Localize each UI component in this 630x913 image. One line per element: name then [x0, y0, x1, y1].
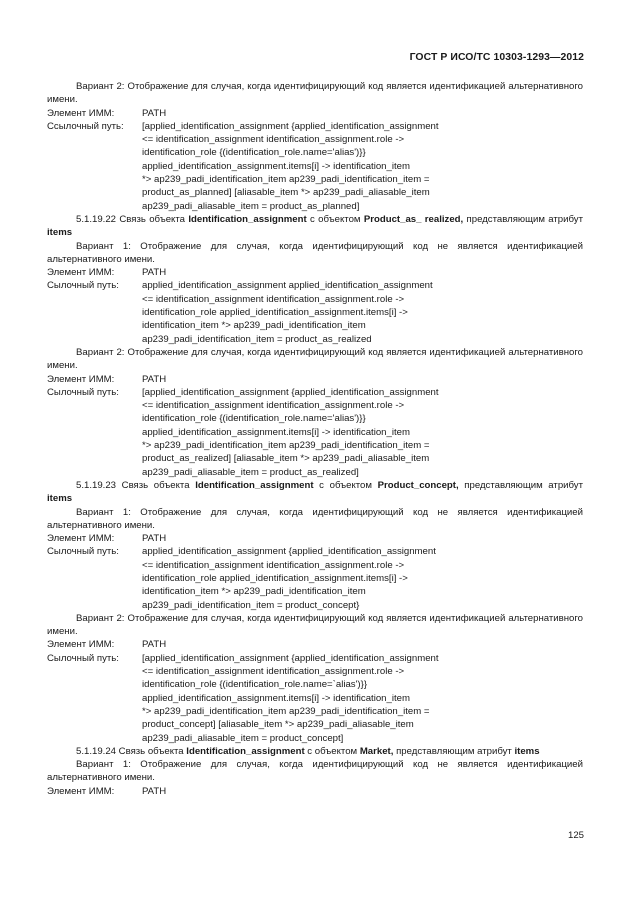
clause-number-text: 5.1.19.22 Связь объекта: [76, 213, 189, 225]
reference-path-value: [142, 279, 583, 345]
reference-path-label: Ссылочный путь:: [47, 120, 124, 132]
mim-element-value: PATH: [142, 533, 167, 545]
document-body: [47, 80, 583, 798]
mim-element-label: Элемент ИММ:: [47, 107, 115, 119]
reference-path-label: Сылочный путь:: [47, 386, 119, 398]
entity-name: Identification_assignment: [188, 213, 307, 225]
code-line: identification_role {(identification_role.name=`alias')}}: [142, 679, 368, 691]
code-line: ap239_padi_identification_item = product_as_realized: [142, 333, 372, 345]
code-line: identification_role {(identification_role.name='alias')}}: [142, 413, 366, 425]
code-line: [applied_identification_assignment {applied_identification_assignment: [142, 652, 439, 664]
mim-element-label: Элемент ИММ:: [47, 267, 115, 279]
mim-element-value: PATH: [142, 373, 167, 385]
variant-paragraph: Вариант 2: Отображение для случая, когда идентифицирующий код является идентификацией альтернативного имени.: [47, 612, 583, 638]
mim-element-row: [47, 532, 583, 545]
reference-path-row: [47, 652, 583, 745]
code-line: ap239_padi_identification_item = product_concept}: [142, 599, 360, 611]
code-line: ap239_padi_aliasable_item = product_concept]: [142, 732, 344, 744]
mim-element-row: [47, 638, 583, 651]
mim-element-value: PATH: [142, 639, 167, 651]
reference-path-value: [142, 386, 583, 479]
clause-heading: [47, 479, 583, 506]
code-line: identification_item *> ap239_padi_identification_item: [142, 586, 366, 598]
attribute-text: представляющим атрибут: [458, 479, 583, 491]
mim-element-row: [47, 266, 583, 279]
clause-number-text: 5.1.19.24 Связь объекта: [76, 745, 187, 757]
reference-path-value: [142, 652, 583, 745]
mim-element-label: Элемент ИММ:: [47, 373, 115, 385]
code-line: <= identification_assignment identification_assignment.role ->: [142, 293, 405, 305]
document-code: ГОСТ Р ИСО/ТС 10303-1293—2012: [409, 52, 584, 63]
target-entity-name: Product_concept,: [377, 479, 459, 491]
code-line: [applied_identification_assignment {applied_identification_assignment: [142, 386, 439, 398]
entity-name: Identification_assignment: [186, 745, 305, 757]
code-line: <= identification_assignment identification_assignment.role ->: [142, 666, 405, 678]
attribute-name: items: [47, 227, 73, 239]
target-entity-name: Product_as_ realized,: [363, 213, 464, 225]
attribute-text: представляющим атрибут: [463, 213, 583, 225]
mim-element-label: Элемент ИММ:: [47, 639, 115, 651]
mim-element-value: PATH: [142, 785, 167, 797]
connector-text: с объектом: [304, 745, 360, 757]
clause-heading: [47, 213, 583, 240]
mim-element-label: Элемент ИММ:: [47, 533, 115, 545]
code-line: applied_identification_assignment {applied_identification_assignment: [142, 546, 436, 558]
variant-paragraph: Вариант 1: Отображение для случая, когда идентифицирующий код не является идентификацией альтернативного имени.: [47, 759, 583, 784]
mim-element-label: Элемент ИММ:: [47, 785, 115, 797]
clause-heading: [47, 745, 583, 758]
variant-paragraph: Вариант 2: Отображение для случая, когда идентифицирующий код является идентификацией альтернативного имени.: [47, 81, 583, 106]
reference-path-value: [142, 545, 583, 611]
code-line: product_as_realized] [aliasable_item *> ap239_padi_aliasable_item: [142, 453, 430, 465]
page-number: 125: [567, 830, 584, 841]
code-line: applied_identification_assignment.items[i] -> identification_item: [142, 426, 410, 438]
code-line: product_as_planned] [aliasable_item *> ap239_padi_aliasable_item: [142, 187, 430, 199]
connector-text: с объектом: [313, 479, 378, 491]
code-line: applied_identification_assignment.items[i] -> identification_item: [142, 692, 410, 704]
code-line: *> ap239_padi_identification_item ap239_padi_identification_item =: [142, 705, 430, 717]
code-line: identification_role applied_identification_assignment.items[i] ->: [142, 572, 408, 584]
reference-path-label: Сылочный путь:: [47, 652, 119, 664]
reference-path-row: [47, 545, 583, 611]
code-line: identification_role {(identification_role.name='alias')}}: [142, 147, 366, 159]
variant-paragraph: Вариант 1: Отображение для случая, когда идентифицирующий код не является идентификацией альтернативного имени.: [47, 240, 583, 265]
entity-name: Identification_assignment: [195, 479, 314, 491]
code-line: <= identification_assignment identification_assignment.role ->: [142, 400, 405, 412]
mim-element-value: PATH: [142, 267, 167, 279]
variant-paragraph: Вариант 1: Отображение для случая, когда идентифицирующий код не является идентификацией альтернативного имени.: [47, 506, 583, 531]
mim-element-row: [47, 373, 583, 386]
code-line: <= identification_assignment identification_assignment.role ->: [142, 559, 405, 571]
code-line: ap239_padi_aliasable_item = product_as_planned]: [142, 200, 360, 212]
reference-path-label: Сылочный путь:: [47, 546, 119, 558]
attribute-text: представляющим атрибут: [393, 745, 515, 757]
code-line: ap239_padi_aliasable_item = product_as_realized]: [142, 466, 359, 478]
code-line: *> ap239_padi_identification_item ap239_padi_identification_item =: [142, 440, 430, 452]
variant-paragraph: Вариант 2: Отображение для случая, когда идентифицирующий код является идентификацией альтернативного имени.: [47, 346, 583, 372]
reference-path-row: [47, 279, 583, 345]
reference-path-row: [47, 120, 583, 213]
clause-number-text: 5.1.19.23 Связь объекта: [76, 479, 196, 491]
code-line: product_concept] [aliasable_item *> ap239_padi_aliasable_item: [142, 719, 414, 731]
reference-path-row: [47, 386, 583, 479]
code-line: <= identification_assignment identification_assignment.role ->: [142, 134, 405, 146]
code-line: applied_identification_assignment.items[i] -> identification_item: [142, 160, 410, 172]
attribute-name: items: [47, 493, 73, 505]
code-line: identification_role applied_identification_assignment.items[i] ->: [142, 307, 408, 319]
mim-element-row: [47, 785, 583, 798]
attribute-name: items: [514, 745, 540, 757]
code-line: [applied_identification_assignment {applied_identification_assignment: [142, 120, 439, 132]
code-line: applied_identification_assignment applied_identification_assignment: [142, 280, 433, 292]
connector-text: с объектом: [306, 213, 364, 225]
code-line: *> ap239_padi_identification_item ap239_padi_identification_item =: [142, 174, 430, 186]
mim-element-row: [47, 107, 583, 120]
target-entity-name: Market,: [359, 745, 394, 757]
mim-element-value: PATH: [142, 107, 167, 119]
reference-path-value: [142, 120, 583, 213]
code-line: identification_item *> ap239_padi_identification_item: [142, 320, 366, 332]
reference-path-label: Сылочный путь:: [47, 280, 119, 292]
